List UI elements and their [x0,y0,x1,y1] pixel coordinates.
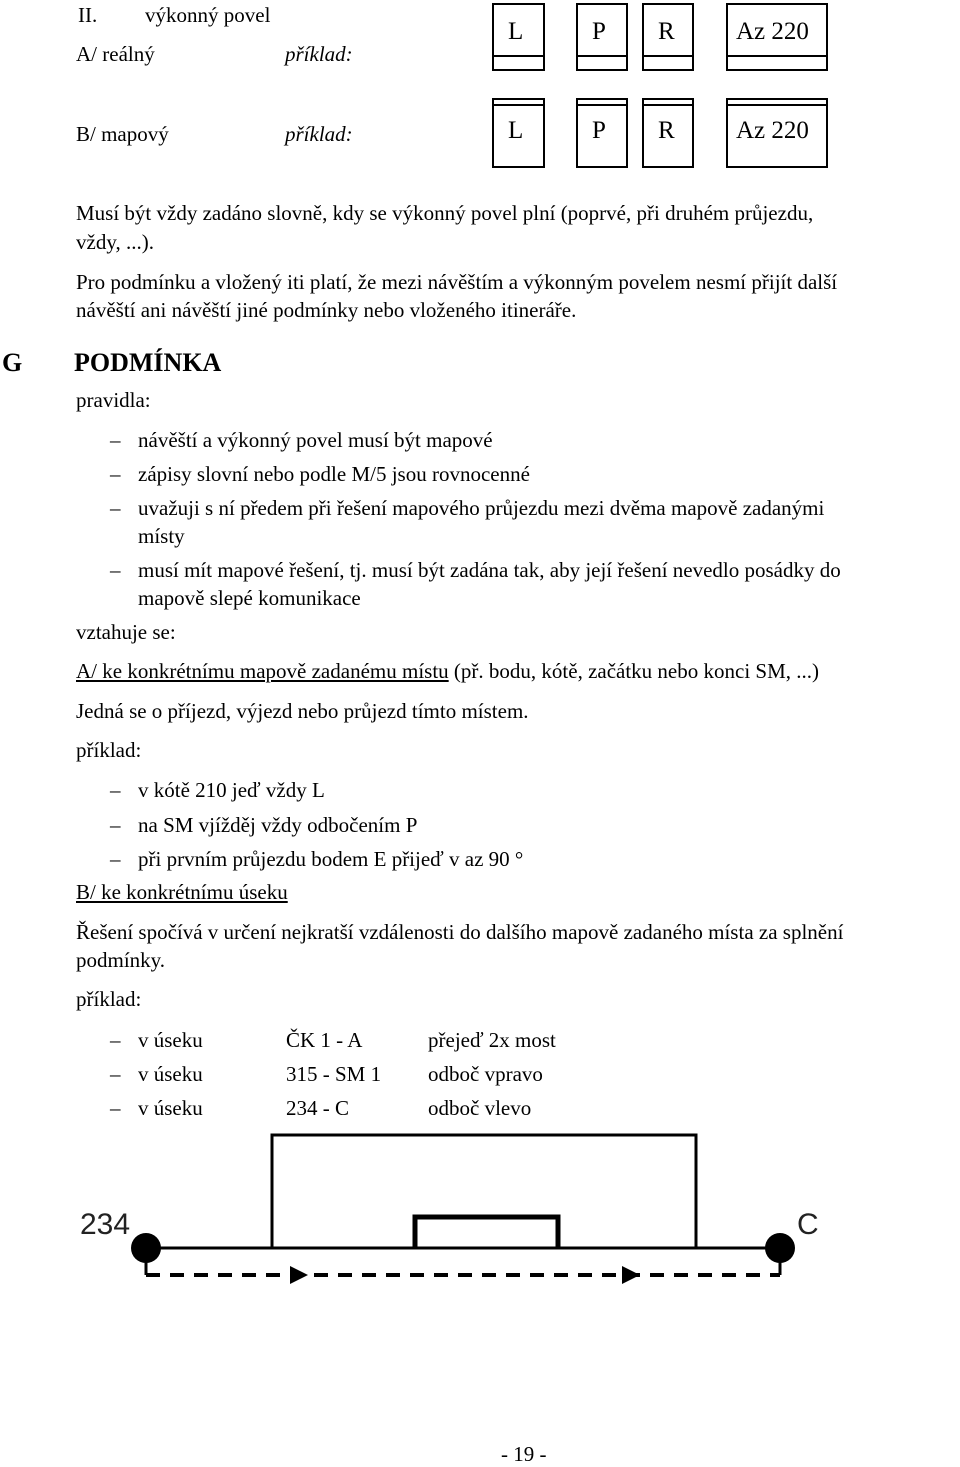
map-command-box-p [576,98,628,168]
subsection-b-heading: B/ ke konkrétnímu úseku [76,880,288,904]
subsection-a-title: A/ ke konkrétnímu mapově zadanému místu [76,659,449,683]
start-point-marker [131,1233,161,1263]
section-heading: PODMÍNKA [74,348,222,377]
box-label: Az 220 [736,117,809,144]
rule-item: uvažuji s ní předem při řešení mapového průjezdu mezi dvěma mapově zadanými [138,496,825,520]
arrow-icon [290,1266,308,1284]
rule-item: návěští a výkonný povel musí být mapové [138,428,493,452]
real-label: A/ reálný [76,42,155,66]
box-label: L [508,117,524,144]
box-label: L [508,18,524,45]
subsection-a-note: (př. bodu, kótě, začátku nebo konci SM, ...) [448,659,820,683]
arrow-icon [622,1266,640,1284]
real-command-box-p [576,3,628,71]
map-example-label: příklad: [285,122,353,146]
real-command-box-r [642,3,694,71]
page-number: - 19 - [501,1442,547,1466]
map-command-box-r [642,98,694,168]
segment-range: 315 - SM 1 [286,1062,382,1086]
map-label: B/ mapový [76,122,169,146]
bullet-dash: – [110,778,121,802]
box-label: R [658,18,675,45]
section-title: výkonný povel [145,3,271,27]
segment-range: 234 - C [286,1096,349,1120]
route-diagram [0,1125,960,1305]
section-letter: G [2,348,23,377]
intro-paragraph-1-line-2: vždy, ...). [76,230,154,254]
map-command-box-az [726,98,828,168]
rule-item-continuation: mapově slepé komunikace [138,586,361,610]
subsection-a-text: Jedná se o příjezd, výjezd nebo průjezd tímto místem. [76,699,529,723]
box-label: R [658,117,675,144]
bullet-dash: – [110,1062,121,1086]
section-number: II. [78,3,98,27]
bullet-dash: – [110,813,121,837]
segment-action: odboč vpravo [428,1062,543,1086]
intro-paragraph-2-line-2: návěští ani návěští jiné podmínky nebo vloženého itineráře. [76,298,577,322]
example-item: v kótě 210 jeď vždy L [138,778,325,802]
start-point-label: 234 [80,1208,131,1241]
detour-route [146,1135,780,1248]
subsection-a-heading [76,661,819,682]
end-point-marker [765,1233,795,1263]
bullet-dash: – [110,1028,121,1052]
subsection-b-example-label: příklad: [76,987,142,1011]
subsection-b-text-line-1: Řešení spočívá v určení nejkratší vzdálenosti do dalšího mapově zadaného místa za splnění [76,920,844,944]
bullet-dash: – [110,428,121,452]
bullet-dash: – [110,496,121,520]
segment-label: v úseku [138,1096,203,1120]
rule-item-continuation: místy [138,524,185,548]
relates-label: vztahuje se: [76,620,176,644]
intro-paragraph-2-line-1: Pro podmínku a vložený iti platí, že mezi návěštím a výkonným povelem nesmí přijít další [76,270,838,294]
segment-action: přejeď 2x most [428,1028,556,1052]
segment-label: v úseku [138,1062,203,1086]
rules-label: pravidla: [76,388,151,412]
real-command-box-l [492,3,545,71]
example-item: na SM vjížděj vždy odbočením P [138,813,418,837]
box-label: P [592,117,606,144]
bullet-dash: – [110,1096,121,1120]
end-point-label: C [797,1208,819,1241]
segment-range: ČK 1 - A [286,1028,363,1052]
bridge-box [415,1217,558,1248]
box-label: Az 220 [736,18,809,45]
segment-label: v úseku [138,1028,203,1052]
bullet-dash: – [110,847,121,871]
subsection-b-text-line-2: podmínky. [76,948,166,972]
intro-paragraph-1-line-1: Musí být vždy zadáno slovně, kdy se výkonný povel plní (poprvé, při druhém průjezdu, [76,201,814,225]
real-example-label: příklad: [285,42,353,66]
rule-item: zápisy slovní nebo podle M/5 jsou rovnocenné [138,462,530,486]
box-label: P [592,18,606,45]
bullet-dash: – [110,558,121,582]
real-command-box-az [726,3,828,71]
example-item: při prvním průjezdu bodem E přijeď v az 90 ° [138,847,524,871]
subsection-a-example-label: příklad: [76,738,142,762]
segment-action: odboč vlevo [428,1096,532,1120]
rule-item: musí mít mapové řešení, tj. musí být zadána tak, aby její řešení nevedlo posádky do [138,558,841,582]
map-command-box-l [492,98,545,168]
bullet-dash: – [110,462,121,486]
